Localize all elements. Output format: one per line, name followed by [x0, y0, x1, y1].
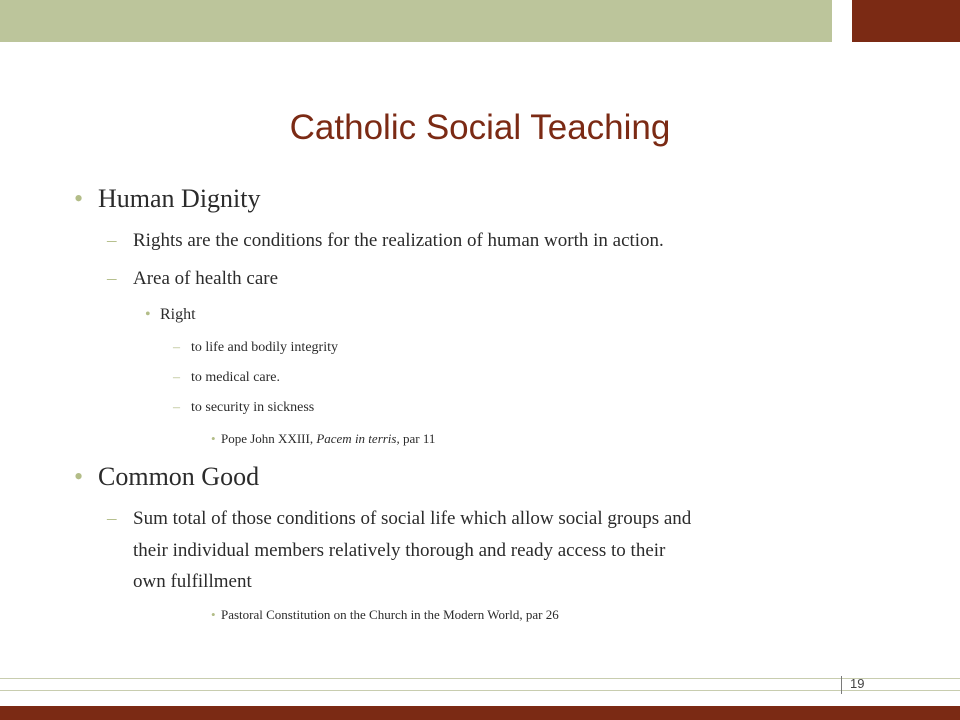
right-item: to medical care. — [191, 370, 281, 385]
footer-divider — [0, 690, 960, 691]
top-banner-brown — [852, 0, 960, 42]
bullet-dash: – — [107, 230, 117, 251]
page-number: 19 — [850, 676, 865, 691]
right-item: to life and bodily integrity — [191, 340, 338, 355]
bullet-dash: – — [173, 370, 180, 385]
bullet-dot: • — [74, 184, 84, 213]
bullet-dot: • — [145, 306, 151, 323]
heading-human-dignity: Human Dignity — [98, 184, 261, 213]
citation-par: par 11 — [402, 431, 436, 446]
citation-pacem — [221, 431, 435, 447]
common-good-definition-line: own fulfillment — [133, 571, 252, 592]
bullet-dot: • — [74, 462, 84, 491]
right-item: to security in sickness — [191, 400, 315, 415]
page-number-separator — [841, 676, 842, 694]
bullet-dash: – — [107, 508, 117, 529]
bottom-banner — [0, 706, 960, 720]
slide-title: Catholic Social Teaching — [289, 108, 671, 147]
citation-author: Pope John XXIII, — [221, 431, 314, 446]
top-banner-green — [0, 0, 832, 42]
right-label: Right — [160, 306, 196, 323]
bullet-dot: • — [211, 431, 216, 446]
bullet-dash: – — [107, 268, 117, 289]
common-good-definition-line: their individual members relatively thorough and ready access to their — [133, 540, 666, 561]
rights-definition: Rights are the conditions for the realization of human worth in action. — [133, 230, 664, 251]
footer-divider — [0, 678, 960, 679]
citation-work: Pacem in terris, — [316, 431, 400, 446]
bullet-dot: • — [211, 607, 216, 622]
common-good-definition-line: Sum total of those conditions of social life which allow social groups and — [133, 508, 692, 529]
bullet-dash: – — [173, 340, 180, 355]
bullet-dash: – — [173, 400, 180, 415]
heading-common-good: Common Good — [98, 462, 260, 491]
citation-gaudium: Pastoral Constitution on the Church in the Modern World, par 26 — [221, 607, 559, 622]
health-care-item: Area of health care — [133, 268, 279, 289]
